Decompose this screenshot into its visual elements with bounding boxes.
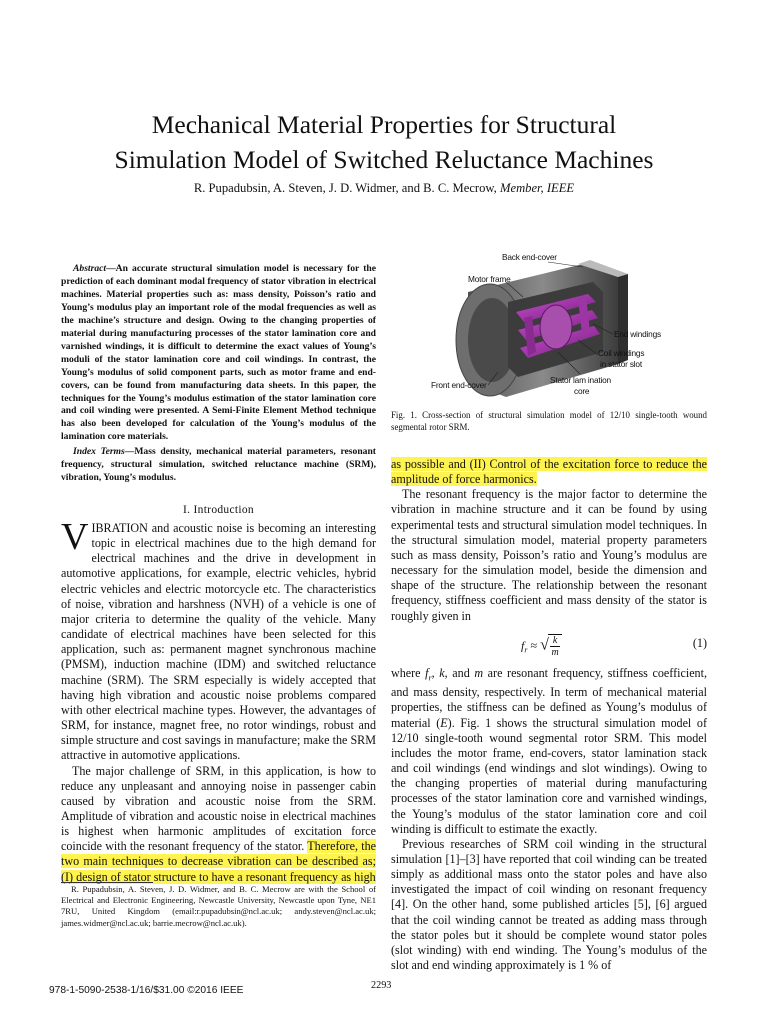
label-end-windings: End windings [614,329,661,339]
equation-1 [391,628,707,662]
index-terms [61,446,376,485]
sqrt-body [548,634,562,658]
eq-numerator: k [550,635,560,647]
sqrt-sign: √ [540,635,549,653]
abstract-label: Abstract [73,263,107,274]
text-comma: , [431,665,440,680]
intro-paragraph-2 [61,764,376,885]
title-line-1: Mechanical Material Properties for Structural [151,110,617,139]
drop-cap: V [61,516,89,558]
section-heading-introduction: I. Introduction [183,504,254,516]
eq-denominator: m [551,646,559,658]
right-paragraph-3: Previous researches of SRM coil winding in the structural simulation [1]–[3] have reported that coil winding can be treated simply as additional mass onto the stator poles and have also investigated the impact of coil winding on resonant frequency [4]. On the other hand, some published articles [5], [6] argued that the coil winding cannot be treated as adding mass through the stator poles but it should be complete wound stator poles (slot winding) with end winding. The Young’s modulus of the slot and end winding approximately is 1 % of [391,836,707,973]
label-core: core [574,386,590,396]
text-where: where [391,665,421,680]
paper-title [40,107,728,177]
authors-names: R. Pupadubsin, A. Steven, J. D. Widmer, and B. C. Mecrow, [193,181,497,195]
index-terms-text: —Mass density, mechanical material parameters, resonant frequency, structural simulation, switched reluctance machine (SRM), vibration, Young’s modulus. [61,446,376,483]
inline-f: f [425,665,429,680]
inline-k: k [439,665,445,680]
abstract [61,263,376,444]
right-paragraph-2 [391,666,707,837]
introduction-body [61,516,376,885]
inline-m: m [474,665,484,680]
text-definitions: are resonant frequency, stiffness coefficient, and mass density, respectively. In term of mechanical material properties, the stiffness can be defined as Young’s modulus of material ( [391,665,707,730]
text-and: , and [444,665,475,680]
equation-expression [521,634,562,658]
right-paragraph-1: The resonant frequency is the major factor to determine the vibration in machine structure and it can be found by using experimental tests and structural simulation model techniques. In the structural simulation model, material property parameters such as mass density, Poisson’s ratio and Young’s modulus are necessary for the simulation model, beside the dimension and shape of the structure. The relationship between the resonant frequency, stiffness coefficient and mass density of the stator is roughly given in [391,487,707,623]
author-list [40,181,728,196]
figure-1 [428,252,704,404]
copyright-isbn: 978-1-5090-2538-1/16/$31.00 ©2016 IEEE [49,985,244,996]
eq-subscript-r: r [524,645,528,655]
right-column-body [391,457,707,973]
equation-number: (1) [692,635,707,650]
eq-approx: ≈ [530,637,538,652]
highlighted-text-continuation: as possible and (II) Control of the excitation force to reduce the amplitude of force harmonics. [391,457,707,487]
authors-membership: Member, IEEE [499,181,575,195]
label-front-end-cover: Front end-cover [431,380,487,390]
figure-1-caption: Fig. 1. Cross-section of structural simulation model of 12/10 single-tooth wound segmental rotor SRM. [391,410,707,432]
rotor-shape [540,305,572,349]
author-affiliation-footnote: R. Pupadubsin, A. Steven, J. D. Widmer, and B. C. Mecrow are with the School of Electrical and Electronic Engineering, Newcastle University, Newcastle upon Tyne, NE1 7RU, United Kingdom (email:r.pupadubsin@ncl.ac.uk; andy.steven@ncl.ac.uk; james.widmer@ncl.ac.uk; barrie.mecrow@ncl.ac.uk). [61,884,376,928]
eq-symbol-f: f [521,637,525,652]
abstract-text: —An accurate structural simulation model is necessary for the prediction of each dominant modal frequency of stator vibration in electrical machines. Material properties such as: mass density, Poisson’s ratio and Young’s modulus play an important role of the modal frequencies as well as the machine’s structure and design. Owing to the changing properties of material during manufacturing processes of the stator lamination core and varnished windings, it is difficult to determine the exact values of Young’s moduli of the stator lamination core and coil windings. In contrast, the Young’s modulus of solid component parts, such as motor frame and end-covers, can be found from manufacturing data sheets. In this paper, the techniques for the Young’s modulus estimation of the stator lamination core and coil winding were presented. A Semi-Finite Element Method technique has also been developed for calculation of the Young’s modulus of the lamination core materials. [61,263,376,443]
label-motor-frame: Motor frame [468,274,511,284]
right-continuation [391,457,707,487]
intro-paragraph-1 [61,516,376,764]
text-fig-description: ). Fig. 1 shows the structural simulation model of 12/10 single-tooth wound segmental rotor SRM. This model includes the motor frame, end-covers, stator lamination stack and coil windings (end windings and slot windings). Owing to the changing properties of material during manufacturing processes of the stator lamination core and varnished windings, the Young’s modulus of the stator lamination core and coil winding is difficult to estimate the exactly. [391,715,707,836]
index-terms-label: Index Terms [73,446,125,457]
footnote-rule [61,882,153,883]
label-coil-windings: Coil windings [598,348,645,358]
label-back-end-cover: Back end-cover [502,252,557,262]
eq-fraction [550,635,560,658]
highlighted-text: Therefore, the two main techniques to decrease vibration can be described as; (I) design of stator structure to have a resonant frequency as high [61,839,376,884]
page-number: 2293 [371,980,392,991]
intro-paragraph-1-text: IBRATION and acoustic noise is becoming an interesting topic in electrical machines due to the high demand for electrical machines and the drive in development in automotive applications, for example, electric vehicles, hybrid electric vehicles and electric motorcycle etc. The characteristics of noise, vibration and harshness (NVH) of a vehicle is one of major criteria to determine the quality of the vehicle. Many candidate of electrical machines have been selected for this application, such as: permanent magnet synchronous machine (PMSM), induction machine (IDM) and switched reluctance machine (SRM). The SRM especially is widely accepted that having high vibration and acoustic noise problems compared with other electrical machine types. However, the advantages of SRM, for instance, magnet free, no rotor windings, robust and simple structure and cost savings in manufacture; make the SRM attractive in automotive applications. [61,521,376,763]
inline-sub-r: r [428,673,432,683]
intro-paragraph-2-text: The major challenge of SRM, in this application, is how to reduce any unpleasant and annoying noise in passenger cabin caused by vibration and acoustic noise from the SRM. Amplitude of vibration and acoustic noise in electrical machines is highest when harmonic amplitudes of excitation force coincide with the resonant frequency of the stator. [61,763,376,854]
inline-E: E [440,715,448,730]
title-line-2: Simulation Model of Switched Reluctance Machines [114,145,654,174]
label-in-stator-slot: in stator slot [600,359,642,369]
label-stator-lamination: Stator lam ination [550,375,611,385]
